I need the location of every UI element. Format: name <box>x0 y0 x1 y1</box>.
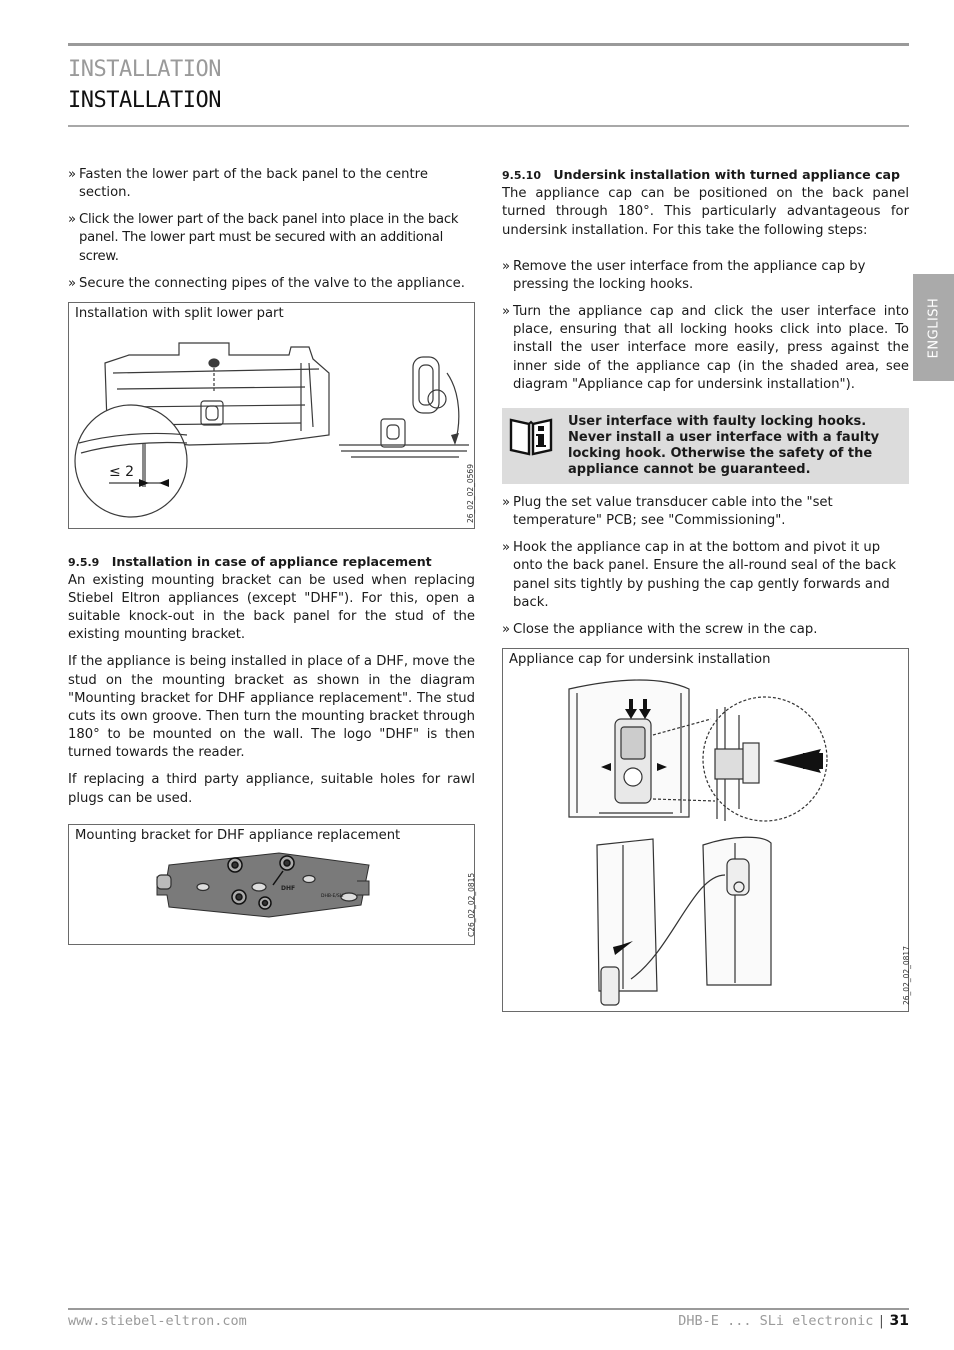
step-text: Fasten the lower part of the back panel to the centre section. <box>79 167 428 201</box>
note-line2: Never install a user interface with a faulty locking hook. Otherwise the safety of the appliance cannot be guaranteed. <box>568 430 880 478</box>
step-marker: » <box>502 495 511 511</box>
step-text: Remove the user interface from the appliance cap by pressing the locking hooks. <box>513 258 866 293</box>
right-column <box>502 166 909 1012</box>
step-item <box>502 539 909 612</box>
figure-mounting-bracket <box>68 824 475 945</box>
figure-appliance-cap <box>502 648 909 1012</box>
section-heading-9510 <box>502 166 909 185</box>
step-item <box>502 494 909 530</box>
step-text: Hook the appliance cap in at the bottom and pivot it up onto the back panel. Ensure the all-round seal of the back panel sits tightly by pushing the cap gently forwards and back. <box>513 540 897 610</box>
step-marker: » <box>502 621 511 637</box>
step-marker: » <box>68 167 77 182</box>
step-item <box>68 211 475 266</box>
step-item <box>502 621 909 639</box>
language-tab-label: ENGLISH <box>926 297 941 358</box>
step-item <box>68 275 475 293</box>
note-box <box>502 408 909 484</box>
figure-id: C26_02_02_0815 <box>467 872 476 937</box>
step-item <box>68 166 475 202</box>
step-item <box>502 303 909 394</box>
info-book-icon <box>508 414 554 456</box>
footer-rule <box>68 1308 909 1310</box>
step-text: Close the appliance with the screw in the cap. <box>513 621 818 637</box>
figure-caption: Installation with split lower part <box>75 305 284 321</box>
section-heading-959 <box>68 553 475 572</box>
paragraph: An existing mounting bracket can be used when replacing Stiebel Eltron appliances (except "DHF"). For this, open a suitable knock-out in the back panel for the stud of the existing mounting bracket. <box>68 572 475 643</box>
figure-split-lower-part <box>68 302 475 529</box>
footer-product-page <box>678 1313 909 1329</box>
language-tab[interactable] <box>913 274 954 381</box>
step-marker: » <box>502 258 511 274</box>
step-marker: » <box>502 304 511 320</box>
figure-id: 26_02_02_0569 <box>466 463 475 523</box>
step-marker: » <box>502 540 511 556</box>
footer-url[interactable]: www.stiebel-eltron.com <box>68 1313 247 1329</box>
section-title: Installation in case of appliance replacement <box>111 553 432 569</box>
bracket-logo-label: DHF <box>281 884 296 892</box>
section-number: 9.5.9 <box>68 555 100 569</box>
header-title-grey: INSTALLATION <box>68 57 221 82</box>
figure-caption: Appliance cap for undersink installation <box>509 651 771 667</box>
step-item <box>502 258 909 294</box>
step-text: Turn the appliance cap and click the user interface into place, ensuring that all locking hooks click into place. To install the user interface more easily, press against the inner side of the appliance cap (in the shaded area, see diagram "Appliance cap for undersink installation"). <box>513 304 909 392</box>
step-text: Plug the set value transducer cable into the "set temperature" PCB; see "Commissioning". <box>513 495 833 529</box>
appliance-cap-drawing <box>503 649 910 1013</box>
header-top-rule <box>68 43 909 46</box>
header-title: INSTALLATION <box>68 88 221 113</box>
paragraph: If replacing a third party appliance, suitable holes for rawl plugs can be used. <box>68 772 475 806</box>
note-line1: User interface with faulty locking hooks. <box>568 414 867 430</box>
header-bottom-rule <box>68 125 909 127</box>
step-text: Click the lower part of the back panel into place in the back panel. The lower part must be secured with an additional screw. <box>79 212 459 264</box>
paragraph: If the appliance is being installed in place of a DHF, move the stud on the mounting bracket as shown in the diagram "Mounting bracket for DHF appliance replacement". The stud cuts its own groove. Then turn the mounting bracket through 180° to be mounted on the wall. The logo "DHF" is then turned towards the reader. <box>68 654 475 761</box>
page-number: 31 <box>889 1313 909 1329</box>
step-marker: » <box>68 275 77 291</box>
left-column <box>68 166 475 945</box>
section-number: 9.5.10 <box>502 169 541 182</box>
figure-id: 26_02_02_0817 <box>902 945 911 1005</box>
bracket-small-label: DHB-E/SLi <box>321 893 344 899</box>
step-marker: » <box>68 212 76 228</box>
footer-separator: | <box>877 1313 886 1329</box>
section-title: Undersink installation with turned appliance cap <box>553 167 901 182</box>
dimension-label: ≤ 2 <box>109 463 135 480</box>
step-text: Secure the connecting pipes of the valve to the appliance. <box>79 275 465 291</box>
split-lower-part-drawing <box>69 303 476 530</box>
footer-product: DHB-E ... SLi electronic <box>678 1313 874 1329</box>
paragraph: The appliance cap can be positioned on the back panel turned through 180°. This particularly advantageous for undersink installation. For this take the following steps: <box>502 186 909 238</box>
figure-caption: Mounting bracket for DHF appliance replacement <box>75 827 401 843</box>
